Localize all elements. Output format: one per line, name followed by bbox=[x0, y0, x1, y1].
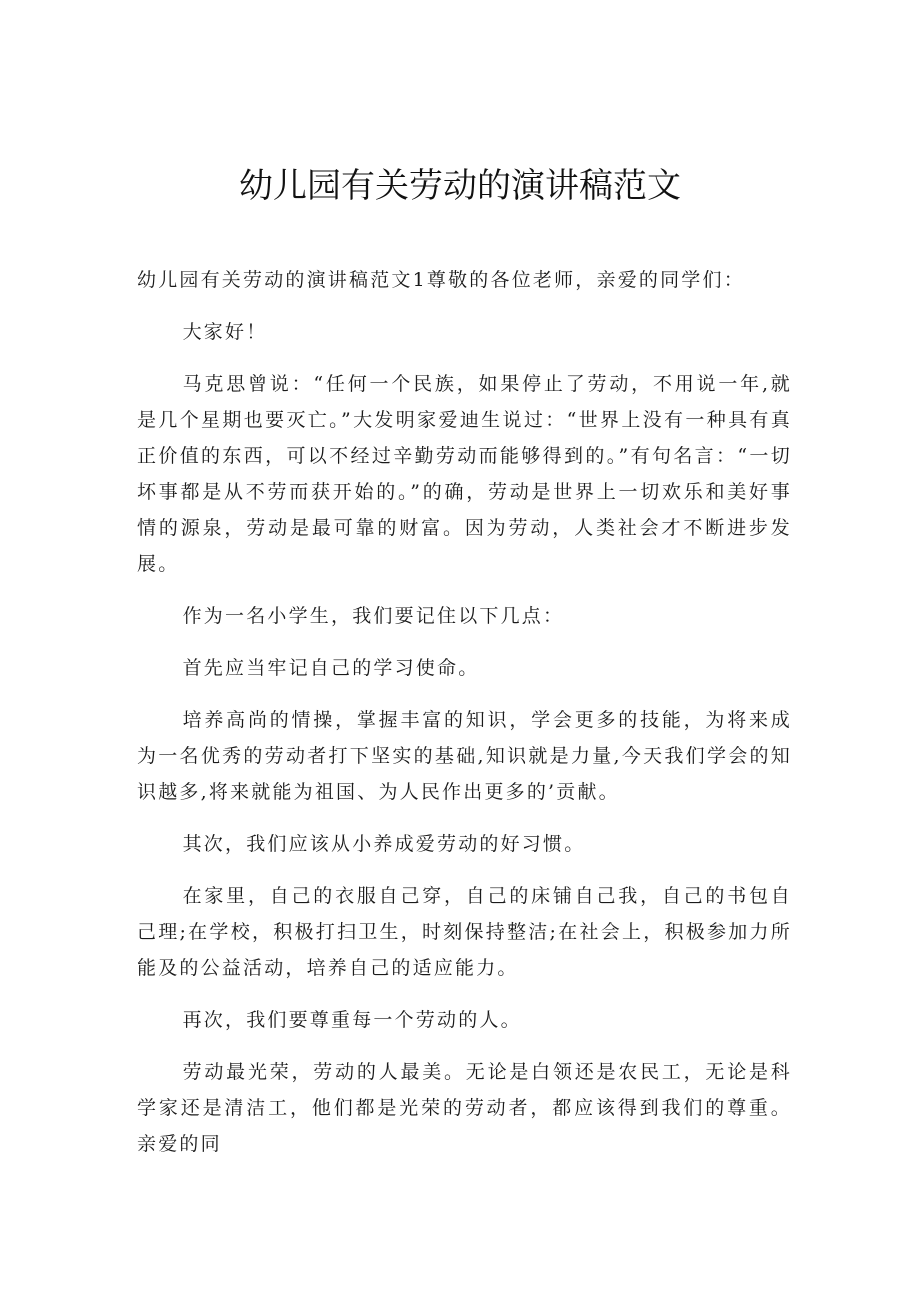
paragraph-hello: 大家好！ bbox=[182, 321, 268, 343]
paragraph-third-point: 再次，我们要尊重每一个劳动的人。 bbox=[182, 1009, 522, 1031]
paragraph-first-point: 首先应当牢记自己的学习使命。 bbox=[182, 657, 480, 679]
paragraph-first-detail: 培养高尚的情操，掌握丰富的知识，学会更多的技能，为将来成为一名优秀的劳动者打下坚实的基础,知识就是力量,今天我们学会的知识越多,将来就能为祖国、为人民作出更多的’贡献。 bbox=[137, 709, 792, 803]
document-title: 幼儿园有关劳动的演讲稿范文 bbox=[239, 166, 681, 206]
paragraph-points-intro: 作为一名小学生，我们要记住以下几点： bbox=[182, 605, 565, 627]
paragraph-second-detail: 在家里，自己的衣服自己穿，自己的床铺自己我，自己的书包自己理;在学校，积极打扫卫生，时刻保持整洁;在社会上，积极参加力所能及的公益活动，培养自己的适应能力。 bbox=[137, 885, 792, 979]
paragraph-second-point: 其次，我们应该从小养成爱劳动的好习惯。 bbox=[182, 833, 586, 855]
paragraph-quotes: 马克思曾说：“任何一个民族，如果停止了劳动，不用说一年,就是几个星期也要灭亡。”大发明家爱迪生说过：“世界上没有一种具有真正价值的东西，可以不经过辛勤劳动而能够得到的。”有句名言：“一切坏事都是从不劳而获开始的。”的确，劳动是世界上一切欢乐和美好事情的源泉，劳动是最可靠的财富。因为劳动，人类社会才不断进步发展。 bbox=[137, 373, 792, 575]
paragraph-greeting: 幼儿园有关劳动的演讲稿范文1尊敬的各位老师，亲爱的同学们： bbox=[137, 269, 745, 291]
paragraph-third-detail: 劳动最光荣，劳动的人最美。无论是白领还是农民工，无论是科学家还是清洁工，他们都是光荣的劳动者，都应该得到我们的尊重。亲爱的同 bbox=[137, 1061, 792, 1155]
document-body bbox=[137, 262, 792, 1178]
